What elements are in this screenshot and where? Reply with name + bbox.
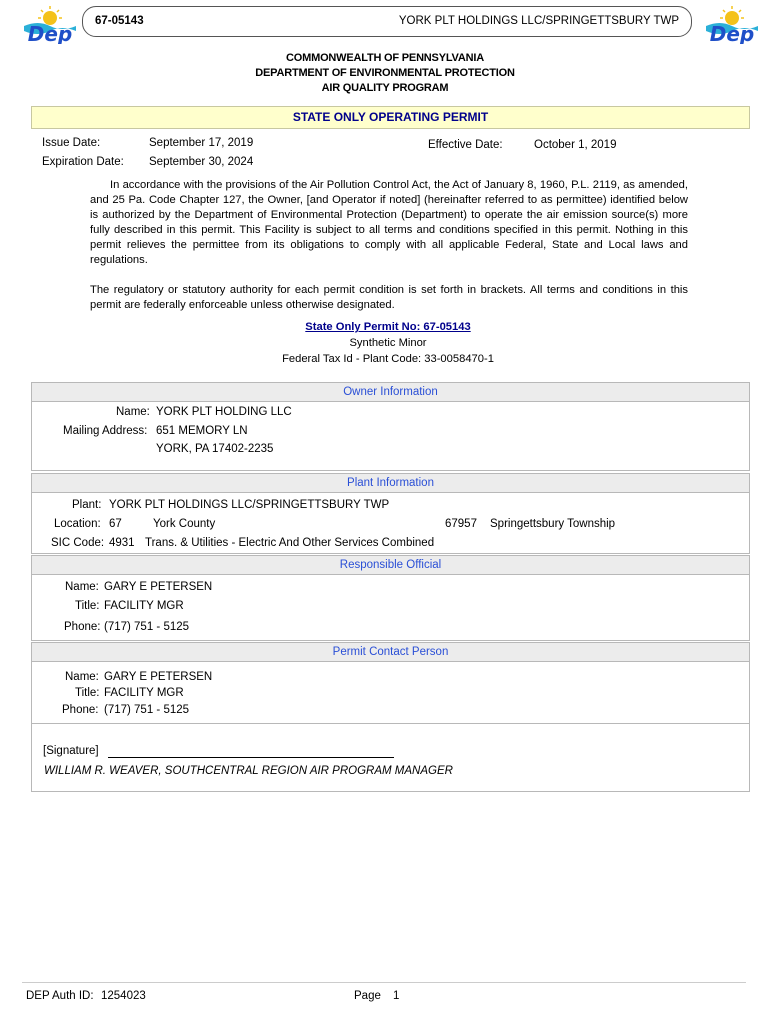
- municipality-name: Springettsbury Township: [490, 518, 616, 530]
- plant-label: Plant:: [72, 499, 102, 511]
- agency-line-2: DEPARTMENT OF ENVIRONMENTAL PROTECTION: [255, 67, 515, 79]
- contact-title-label: Title:: [75, 687, 100, 699]
- contact-phone-value: (717) 751 - 5125: [104, 704, 190, 716]
- official-phone-label: Phone:: [64, 621, 101, 633]
- contact-title-value: FACILITY MGR: [104, 687, 184, 699]
- official-title-value: FACILITY MGR: [104, 600, 184, 612]
- location-code: 67: [109, 518, 122, 530]
- tax-id: Federal Tax Id - Plant Code: 33-0058470-1: [282, 353, 494, 365]
- agency-line-3: AIR QUALITY PROGRAM: [321, 82, 449, 94]
- official-name-value: GARY E PETERSEN: [104, 581, 213, 593]
- responsible-official-heading: Responsible Official: [31, 555, 750, 575]
- official-title-label: Title:: [75, 600, 100, 612]
- dep-logo-icon: [20, 4, 80, 44]
- mailing-address-line-1: 651 MEMORY LN: [156, 425, 248, 437]
- header-facility-name: YORK PLT HOLDINGS LLC/SPRINGETTSBURY TWP: [398, 15, 679, 27]
- header-permit-id: 67-05143: [95, 15, 144, 27]
- location-county: York County: [153, 518, 216, 530]
- expiration-date-label: Expiration Date:: [42, 156, 124, 168]
- svg-text:Dep: Dep: [709, 22, 755, 44]
- permit-number-link-row: [0, 321, 770, 333]
- plant-section-heading: Plant Information: [31, 473, 750, 493]
- signature-line: [108, 757, 394, 758]
- document-header: [82, 6, 692, 37]
- dep-auth-id-value: 1254023: [101, 990, 146, 1002]
- sic-code-description: Trans. & Utilities - Electric And Other Services Combined: [145, 537, 435, 549]
- mailing-address-label: Mailing Address:: [63, 425, 148, 437]
- svg-text:Dep: Dep: [27, 22, 73, 44]
- owner-name-label: Name:: [116, 406, 150, 418]
- signature-label: [Signature]: [43, 745, 99, 757]
- location-label: Location:: [54, 518, 101, 530]
- authority-paragraph: The regulatory or statutory authority for each permit condition is set forth in brackets. All terms and conditions in this permit are federally enforceable unless otherwise designated.: [90, 284, 688, 311]
- dep-auth-id-label: DEP Auth ID:: [26, 990, 94, 1002]
- permit-classification: Synthetic Minor: [349, 337, 427, 349]
- contact-phone-label: Phone:: [62, 704, 99, 716]
- official-phone-value: (717) 751 - 5125: [104, 621, 190, 633]
- agency-line-1: COMMONWEALTH OF PENNSYLVANIA: [286, 52, 484, 64]
- official-name-label: Name:: [65, 581, 99, 593]
- signer-name-title: WILLIAM R. WEAVER, SOUTHCENTRAL REGION AIR PROGRAM MANAGER: [44, 765, 453, 777]
- mailing-address-line-2: YORK, PA 17402-2235: [156, 443, 274, 455]
- issue-date-value: September 17, 2019: [149, 137, 254, 149]
- authorization-paragraph: [90, 178, 688, 268]
- authorization-paragraph-text: In accordance with the provisions of the Air Pollution Control Act, the Act of January 8, 1960, P.L. 2119, as amended, and 25 Pa. Code Chapter 127, the Owner, [and Operator if noted] (hereinafter referred to as permittee) identified below is authorized by the Department of Environmental Protection (Department) to operate the air emission source(s) more fully described in this permit. This Facility is subject to all terms and conditions specified in this permit. Nothing in this permit relieves the permittee from its obligations to comply with all applicable Federal, State and Local laws and regulations.: [90, 179, 688, 266]
- plant-value: YORK PLT HOLDINGS LLC/SPRINGETTSBURY TWP: [109, 499, 390, 511]
- page-number: 1: [393, 990, 400, 1002]
- signature-section: [31, 724, 750, 792]
- footer-divider: [22, 982, 746, 983]
- permit-title: STATE ONLY OPERATING PERMIT: [31, 106, 750, 129]
- owner-name-value: YORK PLT HOLDING LLC: [156, 406, 292, 418]
- municipality-code: 67957: [445, 518, 477, 530]
- effective-date-label: Effective Date:: [428, 139, 503, 151]
- contact-name-value: GARY E PETERSEN: [104, 671, 213, 683]
- owner-section-heading: Owner Information: [31, 382, 750, 402]
- contact-person-heading: Permit Contact Person: [31, 642, 750, 662]
- page-label: Page: [354, 990, 381, 1002]
- contact-name-label: Name:: [65, 671, 99, 683]
- expiration-date-value: September 30, 2024: [149, 156, 254, 168]
- permit-number-link[interactable]: State Only Permit No: 67-05143: [305, 321, 471, 333]
- dep-logo-icon: [702, 4, 762, 44]
- issue-date-label: Issue Date:: [42, 137, 101, 149]
- sic-code-label: SIC Code:: [51, 537, 105, 549]
- sic-code-value: 4931: [109, 537, 135, 549]
- effective-date-value: October 1, 2019: [534, 139, 617, 151]
